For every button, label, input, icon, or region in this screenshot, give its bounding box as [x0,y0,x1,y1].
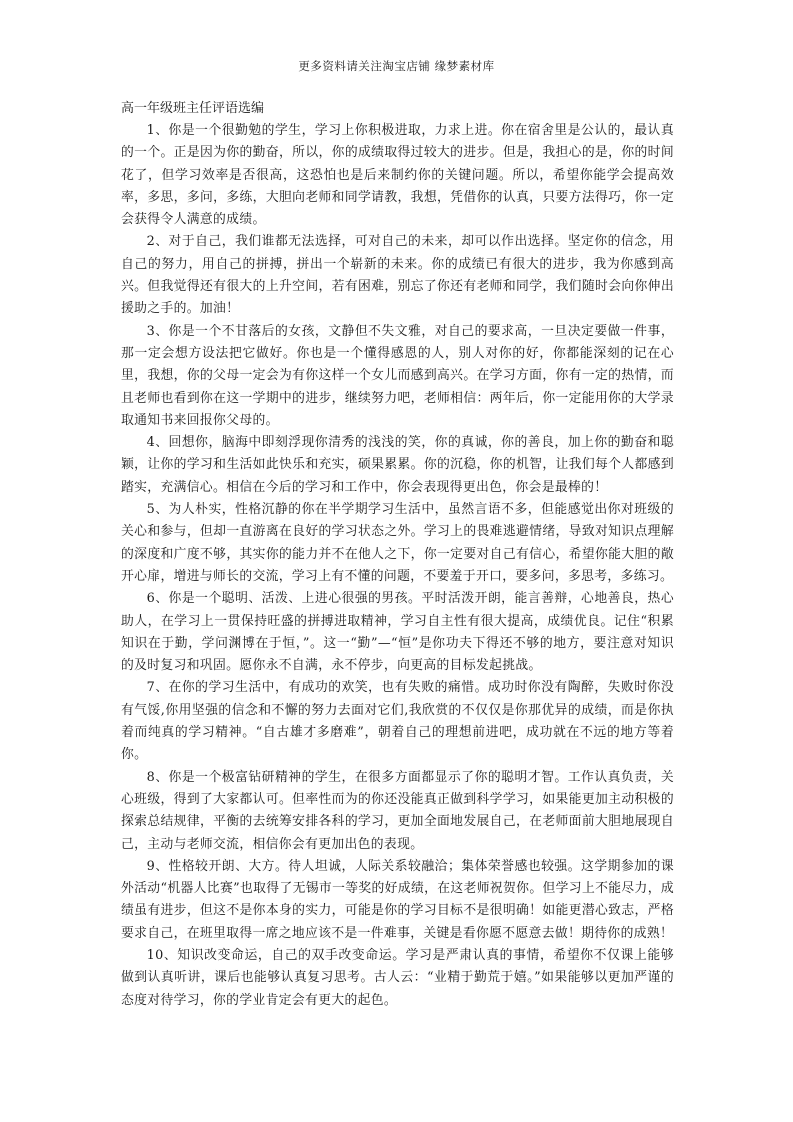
comment-paragraph-3: 3、你是一个不甘落后的女孩，文静但不失文雅，对自己的要求高，一旦决定要做一件事，那一定会想方设法把它做好。你也是一个懂得感恩的人，别人对你的好，你都能深刻的记在心里，我想，你的父母一定会为有你这样一个女儿而感到高兴。在学习方面，你有一定的热情，而且老师也看到你在这一学期中的进步，继续努力吧，老师相信：两年后，你一定能用你的大学录取通知书来回报你父母的。 [121,323,674,428]
comment-paragraph-10: 10、知识改变命运，自己的双手改变命运。学习是严肃认真的事情，希望你不仅课上能够做到认真听讲，课后也能够认真复习思考。古人云：“业精于勤荒于嬉。”如果能够以更加严谨的态度对待学习，你的学业肯定会有更大的起色。 [121,947,674,1008]
document-title: 高一年级班主任评语选编 [121,101,265,116]
comment-paragraph-9: 9、性格较开朗、大方。待人坦诚，人际关系较融洽；集体荣誉感也较强。这学期参加的课外活动“机器人比赛”也取得了无锡市一等奖的好成绩，在这老师祝贺你。但学习上不能尽力，成绩虽有进步，但这不是你本身的实力，可能是你的学习目标不是很明确！如能更潜心致志，严格要求自己，在班里取得一席之地应该不是一件难事，关键是看你愿不愿意去做！期待你的成熟！ [121,858,674,941]
comment-paragraph-8: 8、你是一个极富钻研精神的学生，在很多方面都显示了你的聪明才智。工作认真负责，关心班级，得到了大家都认可。但率性而为的你还没能真正做到科学学习，如果能更加主动积极的探索总结规律，平衡的去统筹安排各科的学习，更加全面地发展自己，在老师面前大胆地展现自己，主动与老师交流，相信你会有更加出色的表现。 [121,769,674,852]
comment-paragraph-7: 7、在你的学习生活中，有成功的欢笑，也有失败的痛惜。成功时你没有陶醉，失败时你没有气馁,你用坚强的信念和不懈的努力去面对它们,我欣赏的不仅仅是你那优异的成绩，而是你执着而纯真的学习精神。“自古雄才多磨难”，朝着自己的理想前进吧，成功就在不远的地方等着你。 [121,680,674,763]
document-body [121,98,674,1012]
page-header: 更多资料请关注淘宝店铺 缘梦素材库 [298,59,495,73]
comment-paragraph-4: 4、回想你，脑海中即刻浮现你清秀的浅浅的笑，你的真诚，你的善良，加上你的勤奋和聪颖，让你的学习和生活如此快乐和充实，硕果累累。你的沉稳，你的机智，让我们每个人都感到踏实，充满信心。相信在今后的学习和工作中，你会表现得更出色，你会是最棒的！ [121,435,674,495]
comment-paragraph-6: 6、你是一个聪明、活泼、上进心很强的男孩。平时活泼开朗，能言善辩，心地善良，热心助人，在学习上一贯保持旺盛的拼搏进取精神，学习自主性有很大提高，成绩优良。记住“积累知识在于勤，学问渊博在于恒，”。这一“勤”—“恒”是你功夫下得还不够的地方，要注意对知识的及时复习和巩固。愿你永不自满，永不停步，向更高的目标发起挑战。 [121,591,674,674]
comment-paragraph-5: 5、为人朴实，性格沉静的你在半学期学习生活中，虽然言语不多，但能感觉出你对班级的关心和参与，但却一直游离在良好的学习状态之外。学习上的畏难逃避情绪，导致对知识点理解的深度和广度不够，其实你的能力并不在他人之下，你一定要对自己有信心，希望你能大胆的敞开心扉，增进与师长的交流，学习上有不懂的问题，不要羞于开口，要多问，多思考，多练习。 [121,502,674,584]
comment-paragraph-2: 2、对于自己，我们谁都无法选择，可对自己的未来，却可以作出选择。坚定你的信念，用自己的努力，用自己的拼搏，拼出一个崭新的未来。你的成绩已有很大的进步，我为你感到高兴。但我觉得还有很大的上升空间，若有困难，别忘了你还有老师和同学，我们随时会向你伸出援助之手的。加油！ [121,234,674,317]
comment-paragraph-1: 1、你是一个很勤勉的学生，学习上你积极进取，力求上进。你在宿舍里是公认的，最认真的一个。正是因为你的勤奋，所以，你的成绩取得过较大的进步。但是，我担心的是，你的时间花了，但学习效率是否很高，这恐怕也是后来制约你的关键问题。所以，希望你能学会提高效率，多思，多问，多练，大胆向老师和同学请教，我想，凭借你的认真，只要方法得巧，你一定会获得令人满意的成绩。 [121,123,674,228]
